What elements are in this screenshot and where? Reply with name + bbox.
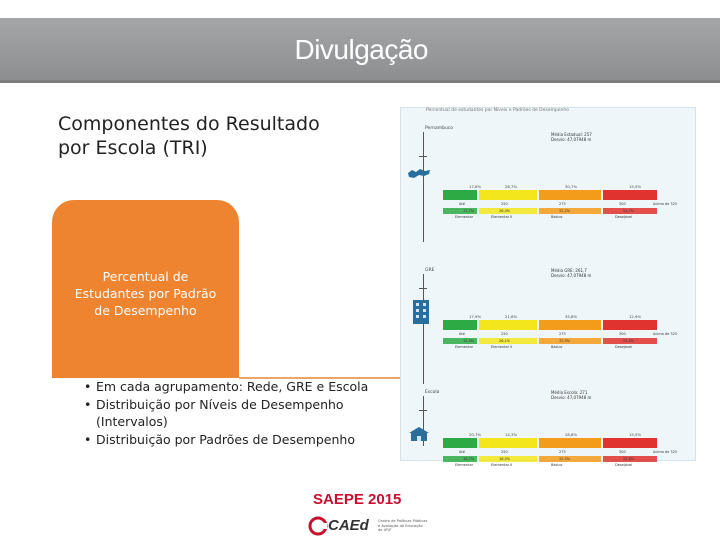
bullet-item: • Distribuição por Padrões de Desempenho [84, 431, 384, 449]
vertical-axis [423, 274, 424, 384]
level-cut: Acima de 325 [653, 332, 678, 336]
highlight-card [52, 200, 239, 378]
block-label: GRE [425, 268, 435, 273]
subtitle-line: Componentes do Resultado [58, 113, 320, 135]
level-bar [443, 190, 477, 200]
logo-sub-line: e Avaliação da Educação [378, 523, 423, 528]
level-cut: 275 [559, 202, 566, 206]
level-percent: 21,6% [505, 314, 518, 319]
highlight-card-text [52, 268, 239, 319]
average-line: Desvio: 47,07948 m [551, 273, 592, 278]
axis-tick [419, 410, 427, 411]
average-line: Desvio: 47,07948 m [551, 137, 592, 142]
level-bar [443, 320, 477, 330]
axis-tick [419, 156, 427, 157]
level-bar [539, 438, 601, 448]
standard-percent: 24,7% [623, 208, 635, 213]
level-percent: 15,5% [629, 432, 642, 437]
average-line: Média GRE: 261,7 [551, 268, 587, 273]
standard-label: Elementar II [491, 345, 513, 349]
level-percent: 14,3% [505, 432, 518, 437]
logo-text: CAEd [328, 517, 369, 534]
logo-subtitle [378, 519, 427, 533]
level-percent: 15,5% [629, 184, 642, 189]
standard-label: Elementar [455, 215, 474, 219]
standard-label: Elementar II [491, 215, 513, 219]
standard-label: Desejável [615, 463, 633, 467]
level-bar [603, 320, 657, 330]
block-average [551, 268, 591, 278]
level-percent: 35,8% [565, 314, 578, 319]
block-average [551, 132, 592, 142]
level-bar [539, 320, 601, 330]
level-cut: Acima de 325 [653, 202, 678, 206]
standard-percent: 26,4% [499, 208, 511, 213]
bullet-item: • Distribuição por Níveis de Desempenho (Intervalos) [84, 396, 384, 431]
level-cut: Até [459, 450, 465, 454]
standard-label: Desejável [615, 345, 633, 349]
report-title: Percentual de estudantes por Níveis e Padrões de Desempenho [426, 108, 569, 113]
level-percent: 30,7% [565, 184, 578, 189]
standard-label: Elementar [455, 463, 474, 467]
level-bar [603, 438, 657, 448]
bullet-list [84, 378, 384, 448]
level-cut: 300 [619, 202, 626, 206]
standard-label: Básico [551, 463, 563, 467]
standard-percent: 18,0% [499, 456, 511, 461]
level-cut: 250 [501, 450, 508, 454]
standard-label: Desejável [615, 215, 633, 219]
level-percent: 28,8% [565, 432, 578, 437]
level-percent: 12,9% [629, 314, 642, 319]
report-block [401, 380, 695, 490]
level-bar [479, 438, 537, 448]
level-bar [479, 190, 537, 200]
slide-title: Divulgação [294, 34, 428, 65]
standard-percent: 16,7% [463, 456, 475, 461]
standard-percent: 24,8% [623, 338, 635, 343]
logo-sub-line: da UFJF [378, 528, 392, 532]
report-block [401, 116, 695, 226]
standard-percent: 32,2% [559, 208, 571, 213]
level-cut: 300 [619, 332, 626, 336]
level-bar [539, 190, 601, 200]
level-bar [603, 190, 657, 200]
footer-title: SAEPE 2015 [313, 491, 402, 508]
average-line: Média Escola: 271 [551, 390, 588, 395]
header-bar [0, 18, 720, 83]
map-icon [407, 166, 431, 185]
standard-label: Elementar II [491, 463, 513, 467]
subtitle-line: por Escola (TRI) [58, 137, 208, 159]
standard-label: Básico [551, 215, 563, 219]
standard-percent: 32,5% [559, 456, 571, 461]
level-cut: 275 [559, 332, 566, 336]
vertical-axis [423, 132, 424, 242]
level-cut: Até [459, 202, 465, 206]
card-line: Percentual de [102, 269, 189, 284]
average-line: Desvio: 47,07948 m [551, 395, 592, 400]
level-percent: 26,7% [505, 184, 518, 189]
level-cut: Até [459, 332, 465, 336]
section-subtitle [58, 112, 358, 160]
standard-percent: 17,7% [463, 208, 475, 213]
level-bar [479, 320, 537, 330]
logo-sub-line: Centro de Políticas Públicas [378, 519, 428, 523]
standard-label: Elementar [455, 345, 474, 349]
card-line: de Desempenho [94, 303, 197, 318]
level-percent: 17,9% [469, 314, 482, 319]
block-label: Escola [425, 390, 440, 395]
level-percent: 20,7% [469, 432, 482, 437]
building-icon [411, 298, 431, 328]
level-cut: 250 [501, 202, 508, 206]
standard-percent: 26,1% [499, 338, 511, 343]
school-icon [407, 426, 431, 446]
level-bar [443, 438, 477, 448]
standard-percent: 32,8% [623, 456, 635, 461]
level-cut: Acima de 325 [653, 450, 678, 454]
card-line: Estudantes por Padrão [74, 286, 217, 301]
standard-percent: 15,9% [463, 338, 475, 343]
block-average [551, 390, 591, 400]
block-label: Pernambuco [425, 126, 454, 131]
level-cut: 250 [501, 332, 508, 336]
report-block [401, 258, 695, 368]
report-thumbnail [400, 107, 696, 467]
level-cut: 300 [619, 450, 626, 454]
axis-tick [419, 288, 427, 289]
average-line: Média Estadual: 257 [551, 132, 592, 137]
bullet-item: • Em cada agrupamento: Rede, GRE e Escola [84, 378, 384, 396]
level-cut: 275 [559, 450, 566, 454]
standard-percent: 32,9% [559, 338, 571, 343]
level-percent: 17,8% [469, 184, 482, 189]
standard-label: Básico [551, 345, 563, 349]
caed-logo-icon [308, 516, 328, 536]
